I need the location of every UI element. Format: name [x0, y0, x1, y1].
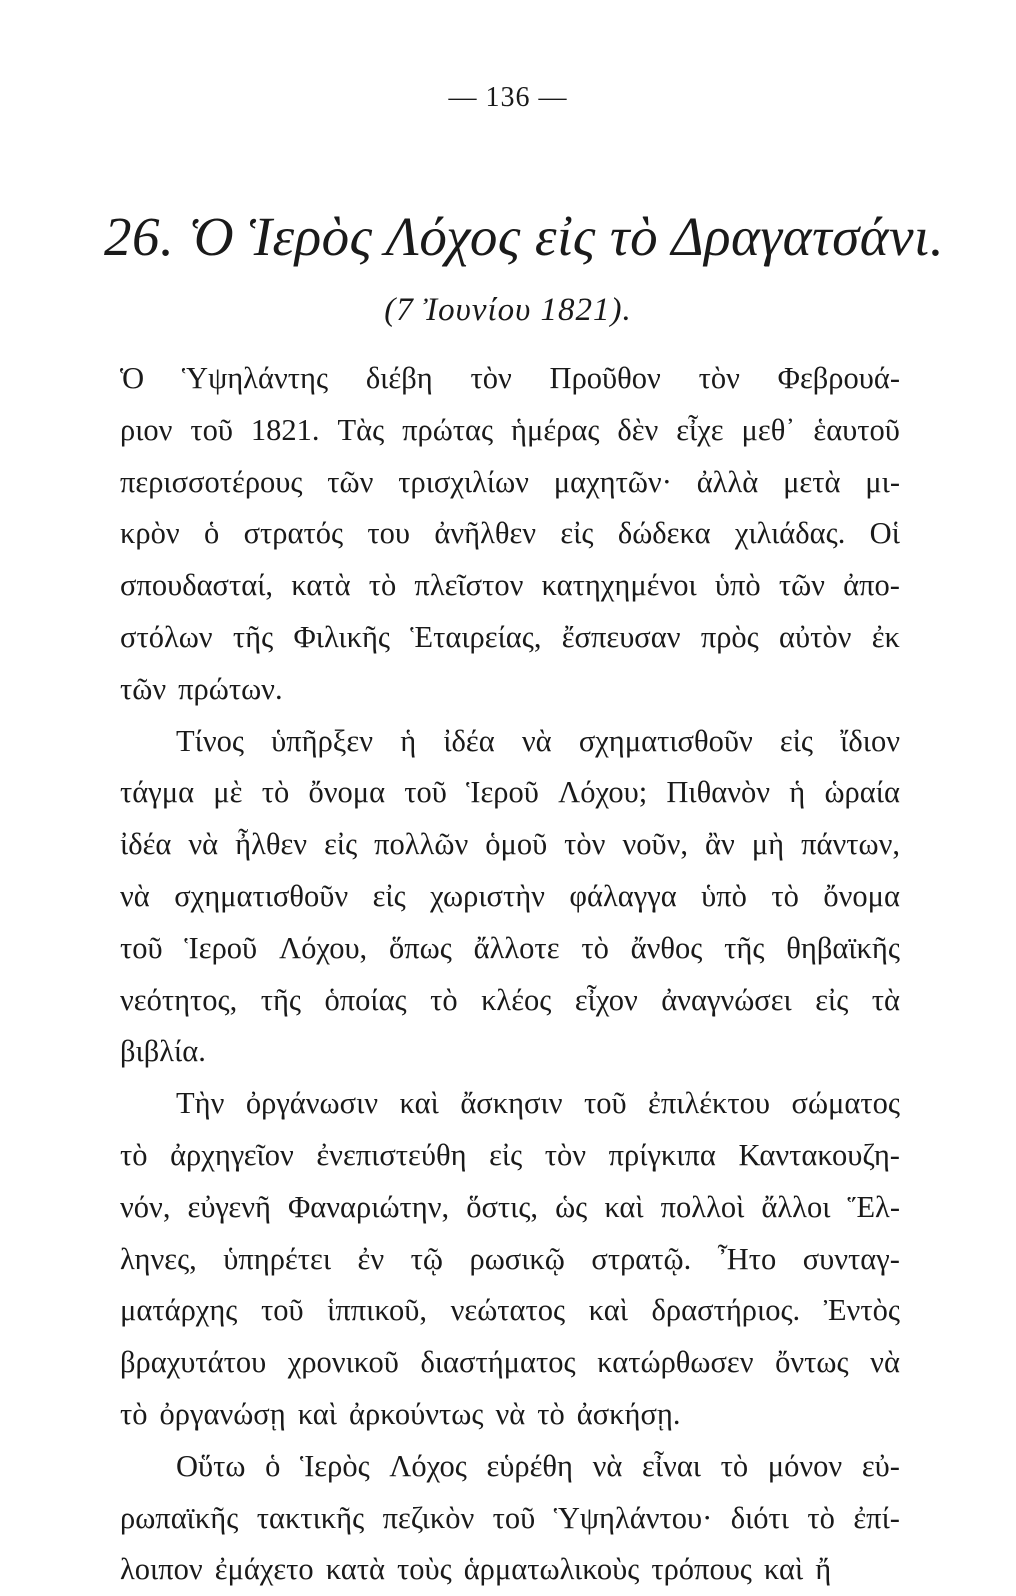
word: ἡ — [789, 775, 806, 810]
word: Ἕλ- — [847, 1189, 900, 1224]
word: θηβαϊκῆς — [786, 930, 900, 965]
word: τὸ — [368, 568, 397, 603]
word: εἰς — [815, 982, 849, 1017]
word: ὁμοῦ — [485, 827, 548, 862]
word: σχηματισθοῦν — [578, 723, 753, 758]
word: ἄλλοι — [761, 1189, 831, 1224]
word: τὸ — [120, 1137, 148, 1172]
word: πλεῖστον — [414, 568, 524, 603]
word: Φαναριώτην, — [287, 1189, 450, 1224]
word: Ἱεροῦ — [466, 775, 539, 810]
word: βραχυτάτου — [120, 1345, 267, 1380]
word: Ἐντὸς — [823, 1293, 900, 1328]
word: ἀλλὰ — [696, 464, 759, 499]
word: ὄνομα — [308, 775, 386, 810]
word: μεθ᾽ — [741, 412, 796, 447]
word: τάγμα — [120, 775, 195, 810]
word: τοῦ — [120, 930, 163, 965]
word: ἀρκούντως — [349, 1396, 484, 1431]
word: τρόπους — [651, 1552, 752, 1587]
word: 1821. — [250, 412, 320, 447]
word: στρατῷ. — [591, 1241, 692, 1276]
word: μι- — [865, 464, 900, 499]
word: πολλῶν — [374, 827, 469, 862]
paragraph — [120, 1078, 900, 1441]
word: ἐνεπιστεύθη — [316, 1137, 467, 1172]
word: Λόχου; — [558, 775, 648, 810]
word: τοὺς — [397, 1552, 452, 1587]
text-line — [120, 923, 900, 975]
word: νόν, — [120, 1189, 171, 1224]
word: Ὑψηλάντου· — [553, 1500, 713, 1535]
word: ὄντως — [775, 1345, 849, 1380]
word: τοῦ — [492, 1500, 536, 1535]
word: ἐμάχετο — [214, 1552, 314, 1587]
text-line — [120, 1285, 900, 1337]
word: καὶ — [297, 1396, 337, 1431]
word: πρὸς — [700, 619, 759, 654]
word: τῆς — [724, 930, 765, 965]
paragraph — [120, 353, 900, 716]
word: Φιλικῆς — [293, 619, 390, 654]
word: εἶχον — [574, 982, 638, 1017]
word: νὰ — [120, 878, 150, 913]
word: τὸ — [537, 1396, 565, 1431]
word: εἰς — [324, 827, 358, 862]
word: ἀσκήσῃ. — [576, 1396, 681, 1431]
word: τῆς — [232, 619, 274, 654]
word: ληνες, — [120, 1241, 197, 1276]
word: καὶ — [763, 1552, 804, 1587]
word: δώδεκα — [617, 516, 711, 551]
word: ὑπῆρξεν — [271, 723, 374, 758]
word: στόλων — [120, 619, 213, 654]
word: ἂν — [705, 827, 735, 862]
word: πολλοὶ — [660, 1189, 745, 1224]
word: Φεβρουά- — [777, 361, 900, 395]
chapter-title: 26. Ὁ Ἱερὸς Λόχος εἰς τὸ Δραγατσάνι. — [104, 206, 945, 267]
word: τοῦ — [190, 412, 233, 447]
word: ὑπὸ — [714, 568, 761, 603]
word: Λόχος — [389, 1448, 467, 1483]
word: ἱππικοῦ, — [327, 1293, 428, 1328]
word: τοῦ — [583, 1086, 627, 1121]
word: νεότητος, — [120, 982, 238, 1017]
text-line — [120, 457, 900, 509]
text-line — [120, 819, 900, 871]
word: κατηχημένοι — [541, 568, 697, 603]
word: ἐπιλέκτου — [648, 1086, 771, 1121]
word: ρωπαϊκῆς — [120, 1500, 239, 1535]
word: τῆς — [260, 982, 302, 1017]
word: εὑρέθη — [486, 1448, 573, 1483]
word: ἄνθος — [630, 930, 703, 965]
word: τῶν — [120, 671, 167, 706]
word: εἰς — [779, 723, 813, 758]
word: εὐ- — [861, 1448, 900, 1483]
text-line — [120, 871, 900, 923]
text-line — [120, 353, 900, 405]
word: Ἑταιρείας, — [410, 619, 542, 654]
word: ματάρχης — [120, 1293, 238, 1328]
word: τὸν — [564, 827, 606, 862]
word: δὲν — [617, 412, 659, 447]
word: τὰ — [871, 982, 900, 1017]
word: ἐπί- — [853, 1500, 900, 1535]
text-line — [120, 767, 900, 819]
body-text — [120, 353, 900, 1596]
word: ὀργάνωσιν — [245, 1086, 379, 1121]
word: Ὁ — [120, 361, 145, 395]
word: Ἱεροῦ — [184, 930, 258, 965]
word: Καντακουζη- — [738, 1137, 900, 1172]
word: Προῦθον — [549, 361, 661, 395]
word: ὡς — [555, 1189, 588, 1224]
word: Ὑψηλάντης — [181, 361, 329, 395]
word: ὁποίας — [324, 982, 407, 1017]
word: εἶναι — [642, 1448, 702, 1483]
word: τακτικῆς — [256, 1500, 365, 1535]
word: ἀνῆλθεν — [434, 516, 537, 551]
word: ἴδιον — [840, 723, 900, 758]
word: βιβλία. — [120, 1034, 206, 1069]
word: του — [367, 516, 411, 551]
text-line — [120, 508, 900, 560]
word: ὄνομα — [823, 878, 900, 913]
word: τῷ — [410, 1241, 443, 1276]
word: τὸ — [720, 1448, 749, 1483]
word: τῶν — [327, 464, 374, 499]
word: ἄσκησιν — [460, 1086, 563, 1121]
word: αὐτὸν — [779, 619, 852, 654]
word: ὅπως — [389, 930, 452, 965]
text-line — [120, 1234, 900, 1286]
word: νὰ — [495, 1396, 526, 1431]
word: Λόχου, — [278, 930, 368, 965]
word: σώματος — [791, 1086, 900, 1121]
word: ἰδέα — [120, 827, 172, 862]
word: χιλιάδας. — [734, 516, 846, 551]
word: φάλαγγα — [569, 878, 677, 913]
word: τὸ — [120, 1396, 148, 1431]
word: ὡραία — [824, 775, 900, 810]
word: τῶν — [778, 568, 825, 603]
word: πεζικὸν — [382, 1500, 475, 1535]
word: Ἦτο — [717, 1241, 777, 1276]
word: ἀναγνώσει — [661, 982, 792, 1017]
word: ἔσπευσαν — [561, 619, 681, 654]
text-line — [120, 1389, 900, 1441]
word: κατώρθωσεν — [597, 1345, 754, 1380]
word: ἑαυτοῦ — [813, 412, 900, 447]
word: ἁρματωλικοὺς — [463, 1552, 640, 1587]
word: κλέος — [481, 982, 552, 1017]
word: ἡμέρας — [511, 412, 600, 447]
word: μαχητῶν· — [553, 464, 672, 499]
word: μόνον — [767, 1448, 843, 1483]
word: εἰς — [560, 516, 594, 551]
word: Τὴν — [176, 1086, 225, 1121]
word: τὸν — [470, 361, 512, 395]
word: διαστήματος — [420, 1345, 576, 1380]
word: ἡ — [400, 723, 417, 758]
word: τὸ — [807, 1500, 835, 1535]
word: ριον — [120, 412, 173, 447]
word: μὲ — [213, 775, 243, 810]
word: ἰδέα — [443, 723, 495, 758]
word: ἀρχηγεῖον — [170, 1137, 294, 1172]
word: εὐγενῆ — [187, 1189, 271, 1224]
word: στρατός — [243, 516, 344, 551]
paragraph — [120, 716, 900, 1079]
word: χρονικοῦ — [287, 1345, 399, 1380]
word: δραστήριος. — [651, 1293, 801, 1328]
word: εἰς — [489, 1137, 523, 1172]
word: τρισχιλίων — [398, 464, 529, 499]
text-line — [120, 1441, 900, 1493]
word: τὸ — [261, 775, 290, 810]
page-number: — 136 — — [448, 82, 568, 113]
word: ὁ — [203, 516, 220, 551]
word: ἤ — [815, 1552, 832, 1587]
word: ρωσικῷ — [469, 1241, 565, 1276]
word: πρώτων. — [178, 671, 283, 706]
word: ὑπηρέτει — [223, 1241, 332, 1276]
word: πρώτας — [402, 412, 494, 447]
word: ἐκ — [871, 619, 900, 654]
text-line — [120, 1130, 900, 1182]
word: ἄλλοτε — [473, 930, 560, 965]
word: τὸ — [581, 930, 609, 965]
word: καὶ — [588, 1293, 628, 1328]
word: ἀπο- — [843, 568, 900, 603]
word: μὴ — [751, 827, 785, 862]
word: Ἱερὸς — [299, 1448, 370, 1483]
text-line — [120, 1337, 900, 1389]
word: Οἱ — [869, 516, 900, 551]
word: καὶ — [604, 1189, 644, 1224]
word: πρίγκιπα — [608, 1137, 716, 1172]
text-line — [120, 612, 900, 664]
text-line — [120, 1078, 900, 1130]
word: ὁ — [265, 1448, 281, 1483]
word: εἶχε — [676, 412, 724, 447]
word: τὸ — [430, 982, 458, 1017]
word: νὰ — [521, 723, 552, 758]
word: νὰ — [592, 1448, 623, 1483]
word: διέβη — [365, 361, 433, 395]
word: περισσοτέρους — [120, 464, 303, 499]
word: νοῦν, — [622, 827, 689, 862]
text-line — [120, 1026, 900, 1078]
word: κατὰ — [325, 1552, 386, 1587]
text-line — [120, 1182, 900, 1234]
word: νὰ — [188, 827, 219, 862]
word: Πιθανὸν — [666, 775, 771, 810]
word: σπουδασταί, — [120, 568, 274, 603]
word: ἐν — [357, 1241, 385, 1276]
word: ὀργανώσῃ — [159, 1396, 286, 1431]
word: ὑπὸ — [701, 878, 747, 913]
text-line — [120, 716, 900, 768]
word: κρὸν — [120, 516, 180, 551]
word: συνταγ- — [802, 1241, 900, 1276]
word: εἰς — [372, 878, 406, 913]
text-line — [120, 560, 900, 612]
word: τὸν — [698, 361, 740, 395]
text-line — [120, 975, 900, 1027]
word: τοῦ — [260, 1293, 304, 1328]
word: πάντων, — [801, 827, 900, 862]
word: χωριστὴν — [430, 878, 545, 913]
word: διότι — [730, 1500, 789, 1535]
word: Τὰς — [337, 412, 385, 447]
text-line — [120, 405, 900, 457]
word: ἦλθεν — [235, 827, 308, 862]
word: ὅστις, — [466, 1189, 539, 1224]
word: κατὰ — [291, 568, 351, 603]
word: τοῦ — [404, 775, 447, 810]
word: μετὰ — [783, 464, 841, 499]
word: νεώτατος — [450, 1293, 566, 1328]
word: τὸν — [544, 1137, 587, 1172]
word: σχηματισθοῦν — [174, 878, 349, 913]
text-line — [120, 1493, 900, 1545]
text-line — [120, 1544, 900, 1596]
word: Οὕτω — [176, 1448, 246, 1483]
word: Τίνος — [176, 723, 244, 758]
word: τὸ — [771, 878, 799, 913]
chapter-date: (7 Ἰουνίου 1821). — [384, 292, 632, 328]
word: νὰ — [870, 1345, 900, 1380]
paragraph — [120, 1441, 900, 1596]
word: λοιπον — [120, 1552, 203, 1587]
text-line — [120, 664, 900, 716]
word: καὶ — [399, 1086, 439, 1121]
